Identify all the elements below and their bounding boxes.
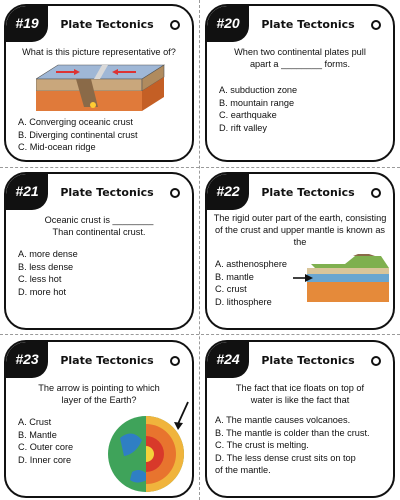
option: C. crust — [215, 284, 247, 294]
answer-options — [18, 248, 78, 298]
punch-hole-icon — [170, 188, 180, 198]
answer-options — [219, 84, 297, 134]
earth-layers-cutaway-icon — [102, 398, 194, 496]
option: C. earthquake — [219, 110, 277, 120]
answer-options — [18, 416, 73, 466]
punch-hole-icon — [371, 20, 381, 30]
option: D. rift valley — [219, 122, 267, 133]
question-text: The rigid outer part of the earth, consisting of the crust and upper mantle is known as the — [213, 213, 387, 247]
task-card-22 — [205, 172, 395, 330]
card-title: Plate Tectonics — [261, 186, 355, 199]
option: C. The crust is melting. — [215, 440, 309, 450]
option: C. less hot — [18, 274, 62, 284]
punch-hole-icon — [170, 356, 180, 366]
question-text: The arrow is pointing to which layer of the Earth? — [38, 383, 160, 405]
option: D. more hot — [18, 286, 66, 297]
option: D. Inner core — [18, 454, 72, 465]
option: A. Crust — [18, 417, 52, 427]
option: B. mountain range — [219, 97, 295, 108]
cut-line-horizontal-1 — [0, 167, 400, 168]
card-title: Plate Tectonics — [60, 354, 154, 367]
option: D. lithosphere — [215, 296, 272, 307]
question-text: What is this picture representative of? — [22, 47, 176, 57]
punch-hole-icon — [371, 188, 381, 198]
option: B. The mantle is colder than the crust. — [215, 427, 370, 438]
option: B. less dense — [18, 261, 74, 272]
punch-hole-icon — [170, 20, 180, 30]
option: A. more dense — [18, 249, 78, 259]
answer-options — [215, 258, 287, 308]
card-number-badge: #22 — [207, 174, 249, 210]
cut-line-vertical — [199, 0, 200, 500]
option: D. The less dense crust sits on top of the mantle. — [215, 452, 356, 475]
option: A. asthenosphere — [215, 259, 288, 269]
card-title: Plate Tectonics — [261, 18, 355, 31]
card-title: Plate Tectonics — [60, 186, 154, 199]
option: A. Converging oceanic crust — [18, 117, 133, 127]
option: B. Diverging continental crust — [18, 129, 138, 140]
card-number-badge: #19 — [6, 6, 48, 42]
task-card-24 — [205, 340, 395, 498]
task-card-23 — [4, 340, 194, 498]
option: A. subduction zone — [219, 85, 298, 95]
question-text: The fact that ice floats on top of water is like the fact that — [235, 383, 365, 405]
task-card-21 — [4, 172, 194, 330]
card-number-badge: #23 — [6, 342, 48, 378]
option: C. Mid-ocean ridge — [18, 142, 96, 152]
answer-options — [18, 116, 138, 154]
card-number-badge: #20 — [207, 6, 249, 42]
answer-options — [215, 414, 387, 477]
option: C. Outer core — [18, 442, 74, 452]
option: A. The mantle causes volcanoes. — [215, 415, 351, 425]
card-title: Plate Tectonics — [60, 18, 154, 31]
cut-line-horizontal-2 — [0, 334, 400, 335]
converging-plates-diagram-icon — [36, 61, 166, 113]
card-number-badge: #21 — [6, 174, 48, 210]
card-title: Plate Tectonics — [261, 354, 355, 367]
question-text: When two continental plates pull apart a ________ forms. — [234, 47, 366, 69]
card-number-badge: #24 — [207, 342, 249, 378]
task-card-19 — [4, 4, 194, 162]
punch-hole-icon — [371, 356, 381, 366]
option: B. mantle — [215, 271, 254, 282]
task-card-20 — [205, 4, 395, 162]
question-text: Oceanic crust is ________ Than continental crust. — [44, 215, 154, 237]
option: B. Mantle — [18, 429, 57, 440]
earth-layers-block-icon — [293, 254, 391, 302]
